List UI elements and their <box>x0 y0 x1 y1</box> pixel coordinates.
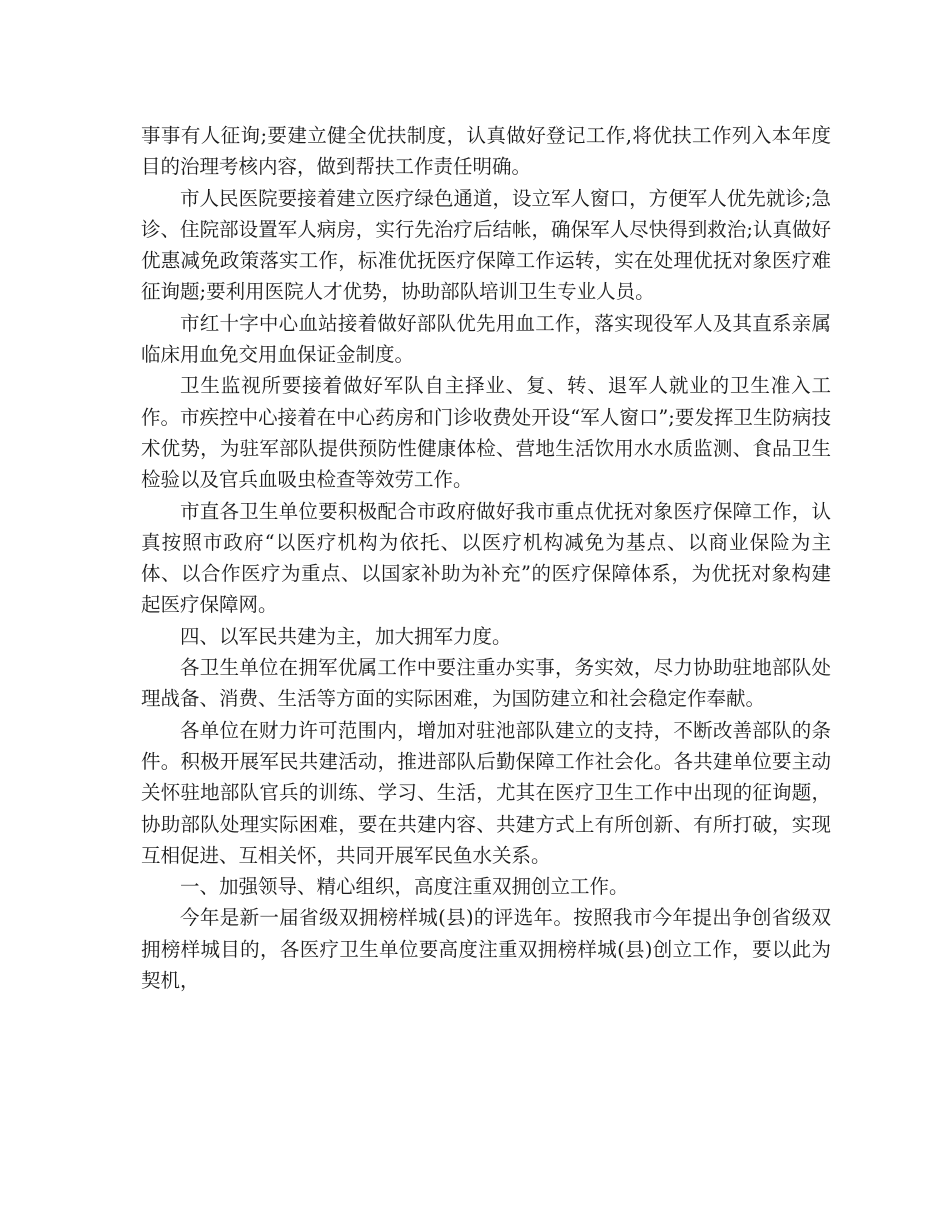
document-body <box>141 120 831 996</box>
paragraph-practical-work: 各卫生单位在拥军优属工作中要注重办实事，务实效，尽力协助驻地部队处理战备、消费、生活等方面的实际困难，为国防建立和社会稳定作奉献。 <box>141 656 831 711</box>
paragraph-joint-building: 各单位在财力许可范围内，增加对驻池部队建立的支持，不断改善部队的条件。积极开展军民共建活动，推进部队后勤保障工作社会化。各共建单位要主动关怀驻地部队官兵的训练、学习、生活，尤其在医疗卫生工作中出现的征询题，协助部队处理实际困难，要在共建内容、共建方式上有所创新、有所打破，实现互相促进、互相关怀，共同开展军民鱼水关系。 <box>141 718 831 867</box>
paragraph-blood-station: 市红十字中心血站接着做好部队优先用血工作，落实现役军人及其直系亲属临床用血免交用血保证金制度。 <box>141 311 831 367</box>
section-heading-four: 四、以军民共建为主，加大拥军力度。 <box>180 624 512 648</box>
paragraph-hospital: 市人民医院要接着建立医疗绿色通道，设立军人窗口，方便军人优先就诊;急诊、住院部设置军人病房，实行先治疗后结帐，确保军人尽快得到救治;认真做好优惠减免政策落实工作，标准优抚医疗保障工作运转，实在处理优抚对象医疗难征询题;要利用医院人才优势，协助部队培训卫生专业人员。 <box>141 186 831 304</box>
section-heading-one: 一、加强领导、精心组织，高度注重双拥创立工作。 <box>180 875 629 899</box>
paragraph-continuation: 事事有人征询;要建立健全优扶制度，认真做好登记工作,将优扶工作列入本年度目的治理考核内容，做到帮扶工作责任明确。 <box>141 124 831 179</box>
paragraph-model-city: 今年是新一届省级双拥榜样城(县)的评选年。按照我市今年提出争创省级双拥榜样城目的，各医疗卫生单位要高度注重双拥榜样城(县)创立工作，要以此为契机， <box>141 906 831 993</box>
paragraph-medical-security: 市直各卫生单位要积极配合市政府做好我市重点优抚对象医疗保障工作，认真按照市政府“以医疗机构为依托、以医疗机构减免为基点、以商业保险为主体、以合作医疗为重点、以国家补助为补充”的医疗保障体系，为优抚对象构建起医疗保障网。 <box>141 499 831 617</box>
paragraph-health-supervision: 卫生监视所要接着做好军队自主择业、复、转、退军人就业的卫生准入工作。市疾控中心接着在中心药房和门诊收费处开设“军人窗口”;要发挥卫生防病技术优势，为驻军部队提供预防性健康体检、营地生活饮用水水质监测、食品卫生检验以及官兵血吸虫检查等效劳工作。 <box>141 374 831 492</box>
